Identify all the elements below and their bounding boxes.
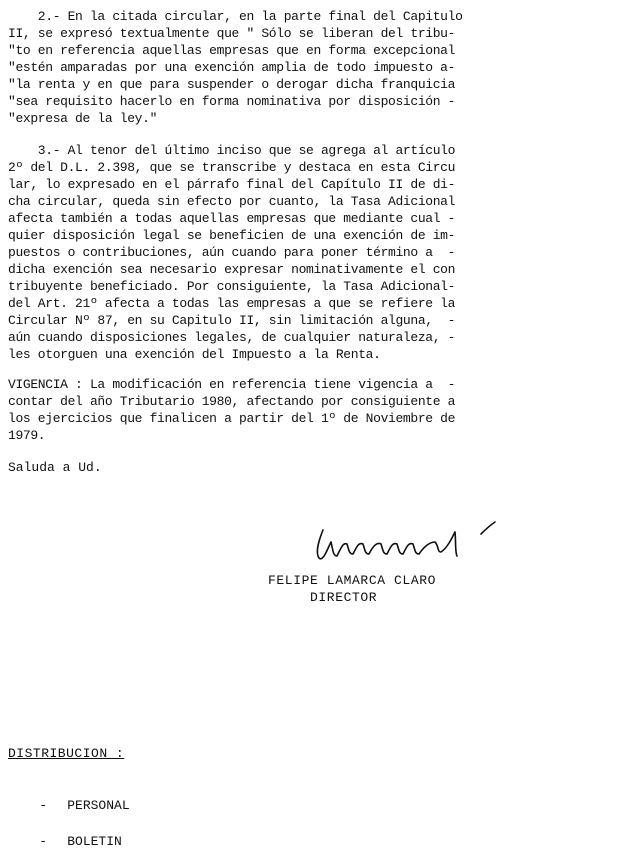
paragraph-line: puestos o contribuciones, aún cuando para poner término a - [8, 245, 456, 260]
paragraph-3 [8, 142, 618, 363]
paragraph-line: 2.- En la citada circular, en la parte final del Capitulo [8, 9, 463, 24]
paragraph-line: "estén amparadas por una exención amplia de todo impuesto a- [8, 60, 456, 75]
signer-name: FELIPE LAMARCA CLARO [268, 573, 437, 588]
signature-block [268, 572, 436, 606]
paragraph-line: "expresa de la ley." [8, 111, 158, 126]
paragraph-line: quier disposición legal se beneficien de una exención de im- [8, 228, 456, 243]
paragraph-line: contar del año Tributario 1980, afectando por consiguiente a [8, 394, 456, 409]
vigencia-paragraph [8, 376, 618, 444]
list-dash: - [39, 834, 48, 849]
paragraph-line: 1979. [8, 428, 46, 443]
paragraph-line: Circular Nº 87, en su Capitulo II, sin limitación alguna, - [8, 313, 456, 328]
handwritten-signature [305, 512, 505, 570]
paragraph-line: II, se expresó textualmente que " Sólo se liberan del tribu- [8, 26, 456, 41]
paragraph-2 [8, 8, 618, 127]
paragraph-line: les otorguen una exención del Impuesto a la Renta. [8, 347, 381, 362]
paragraph-line: cha circular, queda sin efecto por cuanto, la Tasa Adicional [8, 194, 456, 209]
closing-salutation: Saluda a Ud. [8, 460, 102, 475]
paragraph-line: aún cuando disposiciones legales, de cualquier naturaleza, - [8, 330, 456, 345]
paragraph-line: 3.- Al tenor del último inciso que se agrega al artículo [8, 143, 456, 158]
distribution-item-boletin [8, 816, 122, 867]
paragraph-line: del Art. 21º afecta a todas las empresas a que se refiere la [8, 296, 456, 311]
list-dash: - [39, 798, 48, 813]
paragraph-line: VIGENCIA : La modificación en referencia tiene vigencia a - [8, 377, 456, 392]
distribution-item-label: BOLETIN [67, 834, 122, 849]
distribution-title: DISTRIBUCION : [8, 746, 125, 761]
paragraph-line: afecta también a todas aquellas empresas que mediante cual - [8, 211, 456, 226]
paragraph-line: 2º del D.L. 2.398, que se transcribe y destaca en esta Circu [8, 160, 456, 175]
paragraph-line: "sea requisito hacerlo en forma nominativa por disposición - [8, 94, 456, 109]
paragraph-line: lar, lo expresado en el párrafo final del Capítulo II de di- [8, 177, 456, 192]
paragraph-line: los ejercicios que finalicen a partir del 1º de Noviembre de [8, 411, 456, 426]
paragraph-line: "la renta y en que para suspender o derogar dicha franquicia [8, 77, 456, 92]
signer-title: DIRECTOR [310, 590, 378, 605]
paragraph-line: tribuyente beneficiado. Por consiguiente, la Tasa Adicional- [8, 279, 456, 294]
paragraph-line: "to en referencia aquellas empresas que en forma excepcional [8, 43, 456, 58]
distribution-item-label: PERSONAL [67, 798, 130, 813]
paragraph-line: dicha exención sea necesario expresar nominativamente el con [8, 262, 456, 277]
